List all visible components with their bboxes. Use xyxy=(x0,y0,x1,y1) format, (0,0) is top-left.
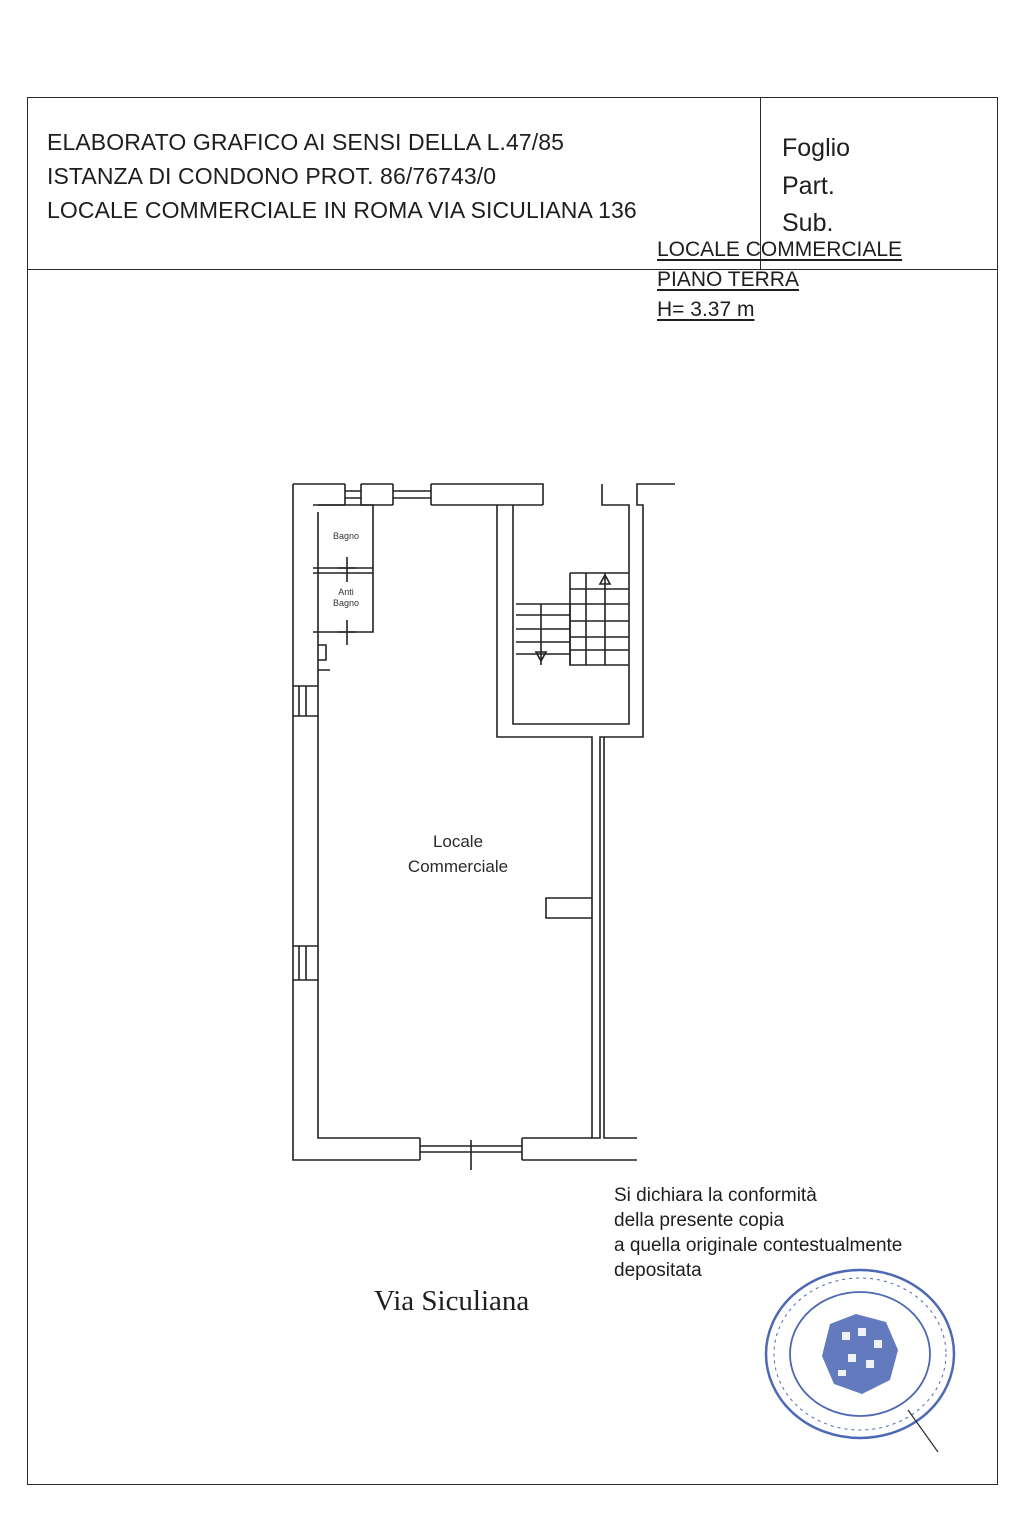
wall-notch xyxy=(318,645,330,670)
declaration-line-3: a quella originale contestualmente xyxy=(614,1235,903,1256)
official-stamp xyxy=(758,1262,968,1462)
room-label-locale-commerciale xyxy=(383,829,533,879)
cadastral-sub: Sub. xyxy=(782,209,834,237)
title-line-3: LOCALE COMMERCIALE IN ROMA VIA SICULIANA 136 xyxy=(47,197,637,223)
antibagno-door xyxy=(338,620,356,645)
declaration-line-2: della presente copia xyxy=(614,1210,785,1231)
entrance-door xyxy=(420,1138,522,1170)
right-wall-lower xyxy=(604,737,637,1138)
cadastral-part: Part. xyxy=(782,171,835,200)
left-window-upper xyxy=(293,686,318,716)
plan-label-line-3: H= 3.37 m xyxy=(657,298,755,321)
left-window-lower xyxy=(293,946,318,980)
plan-label-line-2: PIANO TERRA xyxy=(657,268,799,291)
top-wall-outer xyxy=(293,484,543,505)
stair-flight-right xyxy=(570,573,629,665)
room-label-bagno: Bagno xyxy=(332,531,360,541)
plan-label-line-1: LOCALE COMMERCIALE xyxy=(657,238,903,261)
notch-wall xyxy=(546,898,592,918)
declaration-line-4: depositata xyxy=(614,1260,702,1281)
room-label-antibagno xyxy=(322,587,370,609)
locale-line-2: Commerciale xyxy=(407,857,509,876)
top-window-small xyxy=(345,484,361,505)
left-outer-wall xyxy=(293,484,420,1160)
bathroom-door xyxy=(338,557,356,582)
cadastral-foglio: Foglio xyxy=(782,134,851,162)
locale-line-1: Locale xyxy=(432,832,484,851)
title-line-1: ELABORATO GRAFICO AI SENSI DELLA L.47/85 xyxy=(47,129,565,155)
title-line-2: ISTANZA DI CONDONO PROT. 86/76743/0 xyxy=(47,163,497,189)
top-window-large xyxy=(393,484,431,505)
antibagno-line-1: Anti xyxy=(338,587,354,597)
street-name: Via Siculiana xyxy=(374,1285,530,1317)
declaration-line-1: Si dichiara la conformità xyxy=(614,1185,817,1206)
antibagno-line-2: Bagno xyxy=(332,598,360,608)
